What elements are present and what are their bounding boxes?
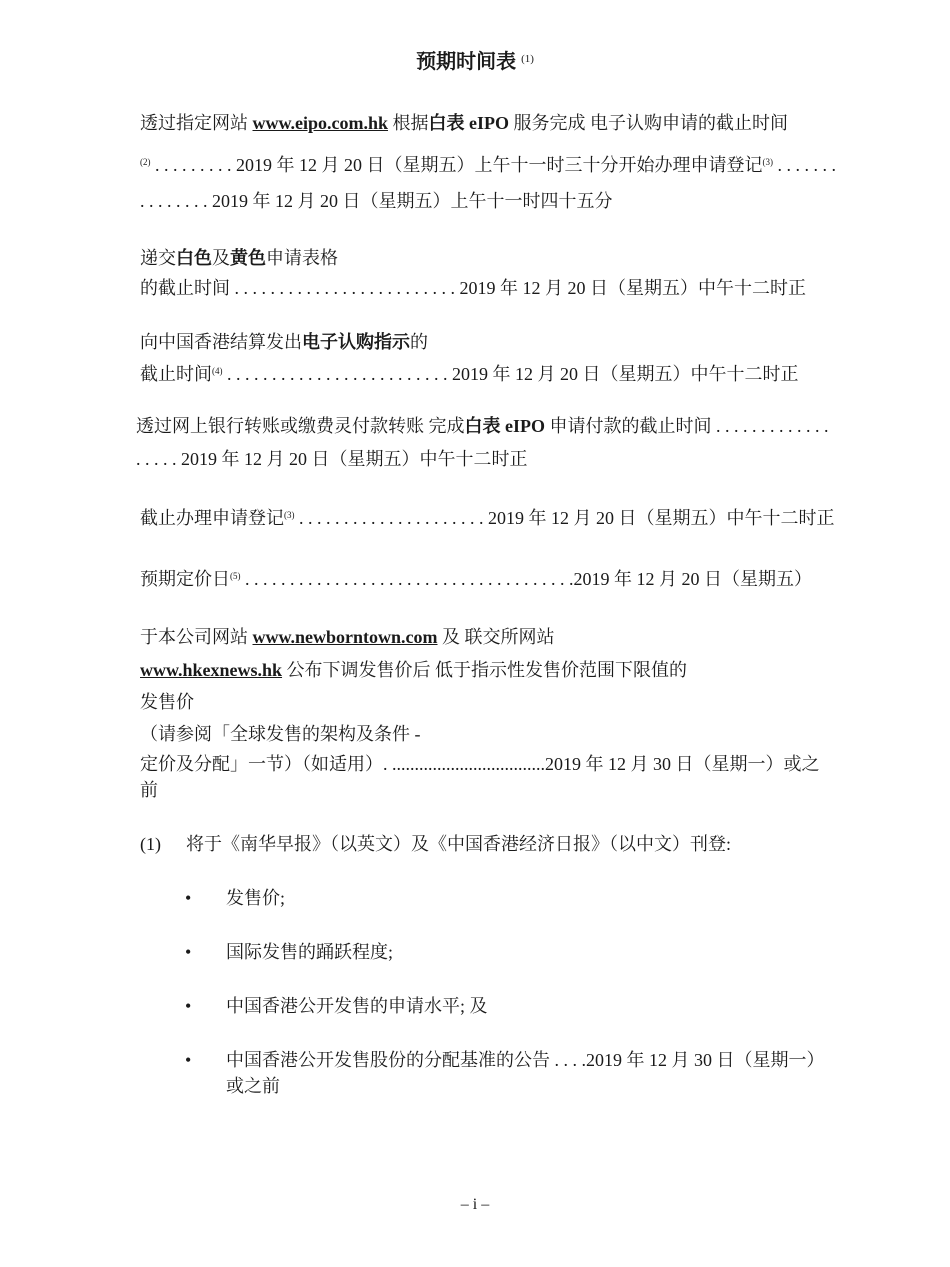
bullet-text: 发售价;: [226, 888, 286, 908]
text: 截止办理申请登记: [140, 508, 284, 528]
text: 白表: [428, 113, 465, 133]
text: . . . . . . . . . . . . . . . . . . . . . . . . . 2019 年 12 月 20 日（星期五）中午十二时正: [222, 364, 799, 384]
text: 预期定价日: [140, 569, 230, 589]
row-announce6: [140, 779, 158, 801]
footnote-ref: (2): [140, 157, 151, 167]
row-payment-date: [136, 448, 528, 470]
row-announce4: [140, 723, 421, 745]
title-text: 预期时间表: [416, 51, 517, 73]
row-announce5: [140, 753, 820, 775]
text: 及: [212, 248, 230, 268]
row-payment: [136, 415, 829, 437]
text: 发售价: [140, 692, 194, 712]
text: . . . . . . . . . . . . . . . . . . . . . 2019 年 12 月 20 日（星期五）中午十二时正: [294, 508, 835, 528]
footnote-ref: (3): [284, 510, 295, 520]
text: . . . . . . .: [773, 155, 836, 175]
text: 及 联交所网站: [437, 627, 555, 647]
text: 黄色: [230, 248, 266, 268]
row-eipo-date: [140, 151, 836, 176]
text: . . . . . . . . . . . . . . . . . . . . . . . . . . . . . . . . . . . . .2019 年 12 月 20 日（星期五）: [240, 569, 812, 589]
text: . . . . . . . . 2019 年 12 月 20 日（星期五）上午十一时四十五分: [140, 191, 613, 211]
row-eipo-deadline: [140, 112, 788, 134]
hkexnews-link[interactable]: www.hkexnews.hk: [140, 660, 283, 680]
text: 申请付款的截止时间 . . . . . . . . . . . . .: [545, 416, 829, 436]
text: 申请表格: [266, 248, 338, 268]
row-announce2: [140, 659, 687, 681]
page-title: [0, 48, 950, 73]
row-close-lists: [140, 504, 835, 529]
text: 的截止时间 . . . . . . . . . . . . . . . . . . . . . . . . . 2019 年 12 月 20 日（星期五）中午十二时正: [140, 278, 806, 298]
eipo-link[interactable]: www.eipo.com.hk: [252, 113, 389, 133]
bullet-icon: •: [185, 942, 192, 962]
footnote-ref: (5): [230, 571, 241, 581]
row-price-date: [140, 565, 812, 590]
text: eIPO: [500, 416, 545, 436]
row-announce: [140, 626, 555, 648]
footnote-ref: (4): [212, 366, 223, 376]
footnote-ref: (3): [762, 157, 773, 167]
text: 前: [140, 780, 158, 800]
bullet-icon: •: [185, 1050, 192, 1070]
text: . . . . . 2019 年 12 月 20 日（星期五）中午十二时正: [136, 449, 528, 469]
note-number: (1): [140, 834, 161, 854]
text: 白表: [464, 416, 501, 436]
note-text: 将于《南华早报》（以英文）及《中国香港经济日报》（以中文）刊登:: [186, 834, 731, 854]
footnote-ref: (1): [521, 53, 534, 65]
text: 向中国香港结算发出: [140, 332, 302, 352]
company-website-link[interactable]: www.newborntown.com: [252, 627, 438, 647]
bullet-continuation: 或之前: [226, 1076, 280, 1096]
text: . . . . . . . . . 2019 年 12 月 20 日（星期五）上午十一时三十分开始办理申请登记: [150, 155, 763, 175]
row-ccass: [140, 331, 428, 353]
text: 公布下调发售价后 低于指示性发售价范围下限值的: [282, 660, 688, 680]
row-forms-date: [140, 277, 806, 299]
bullet-text: 中国香港公开发售的申请水平; 及: [226, 996, 488, 1016]
text: 电子认购指示: [302, 332, 410, 352]
text: 递交: [140, 248, 176, 268]
text: 透过指定网站: [140, 113, 253, 133]
row-forms: [140, 247, 338, 269]
text: （请参阅「全球发售的架构及条件 -: [140, 724, 421, 744]
text: 于本公司网站: [140, 627, 253, 647]
bullet-text: 国际发售的踊跃程度;: [226, 942, 394, 962]
text: 的: [410, 332, 428, 352]
row-eipo-date2: [140, 190, 613, 212]
text: 白色: [176, 248, 212, 268]
text: 定价及分配」一节）（如适用）. ..................................2019 年 12 月 30 日（星期一）或之: [140, 754, 820, 774]
page-number: – i –: [460, 1196, 490, 1213]
text: 根据: [388, 113, 429, 133]
text: eIPO: [464, 113, 510, 133]
text: 透过网上银行转账或缴费灵付款转账 完成: [136, 416, 465, 436]
row-announce3: [140, 691, 194, 713]
row-ccass-date: [140, 360, 799, 385]
text: 截止时间: [140, 364, 212, 384]
bullet-text: 中国香港公开发售股份的分配基准的公告 . . . .2019 年 12 月 30 日（星期一）: [226, 1050, 825, 1070]
bullet-icon: •: [185, 996, 192, 1016]
bullet-icon: •: [185, 888, 192, 908]
text: 服务完成 电子认购申请的截止时间: [509, 113, 789, 133]
note-1: [140, 833, 731, 855]
